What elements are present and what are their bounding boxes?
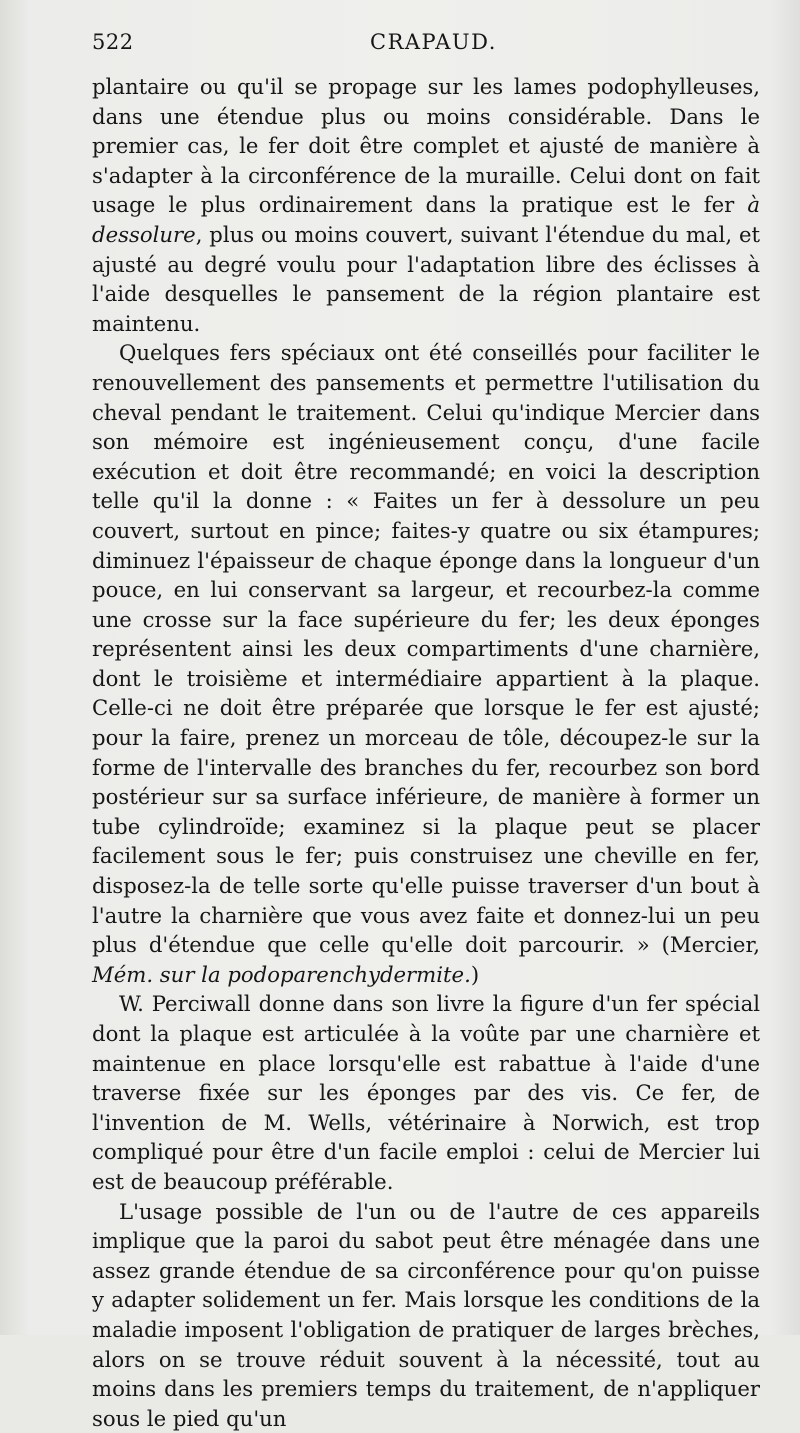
- paragraph-1-italic: à dessolure: [92, 192, 760, 247]
- paragraph-1-end: , plus ou moins couvert, suivant l'étendue du mal, et ajusté au degré voulu pour l'adaptation libre des éclisses à l'aide desquelles le pansement de la région plantaire est maintenu.: [92, 221, 760, 336]
- paragraph-2: [92, 338, 760, 989]
- paragraph-2-text: Quelques fers spéciaux ont été conseillés pour faciliter le renouvellement des pansements et permettre l'utilisation du cheval pendant le traitement. Celui qu'indique Mercier dans son mémoire est ingénieusement conçu, d'une facile exécution et doit être recommandé; en voici la description telle qu'il la donne : « Faites un fer à dessolure un peu couvert, surtout en pince; faites-y quatre ou six étampures; diminuez l'épaisseur de chaque éponge dans la longueur d'un pouce, en lui conservant sa largeur, et recourbez-la comme une crosse sur la face supérieure du fer; les deux éponges représentent ainsi les deux compartiments d'une charnière, dont le troisième et intermédiaire appartient à la plaque. Celle-ci ne doit être préparée que lorsque le fer est ajusté; pour la faire, prenez un morceau de tôle, découpez-le sur la forme de l'intervalle des branches du fer, recourbez son bord postérieur sur sa surface inférieure, de manière à former un tube cylindroïde; examinez si la plaque peut se placer facilement sous le fer; puis construisez une cheville en fer, disposez-la de telle sorte qu'elle puisse traverser d'un bout à l'autre la charnière que vous avez faite et donnez-lui un peu plus d'étendue que celle qu'elle doit parcourir. » (Mercier,: [92, 340, 760, 958]
- paragraph-2-italic: Mém. sur la podoparenchydermite.: [92, 961, 471, 987]
- paragraph-1: [92, 72, 760, 338]
- body-text: [92, 72, 760, 1433]
- paragraph-1-text: plantaire ou qu'il se propage sur les lames podophylleuses, dans une étendue plus ou moins considérable. Dans le premier cas, le fer doit être complet et ajusté de manière à s'adapter à la circonférence de la muraille. Celui dont on fait usage le plus ordinairement dans la pratique est le fer: [92, 74, 760, 218]
- page-number: 522: [92, 30, 134, 54]
- running-title: CRAPAUD.: [370, 30, 497, 54]
- paragraph-2-end: ): [470, 961, 480, 987]
- paragraph-3: W. Perciwall donne dans son livre la figure d'un fer spécial dont la plaque est articulée à la voûte par une charnière et maintenue en place lorsqu'elle est rabattue à l'aide d'une traverse fixée sur les éponges par des vis. Ce fer, de l'invention de M. Wells, vétérinaire à Norwich, est trop compliqué pour être d'un facile emploi : celui de Mercier lui est de beaucoup préférable.: [92, 991, 760, 1194]
- paragraph-4: L'usage possible de l'un ou de l'autre de ces appareils implique que la paroi du sabot peut être ménagée dans une assez grande étendue de sa circonférence pour qu'on puisse y adapter solidement un fer. Mais lorsque les conditions de la maladie imposent l'obligation de pratiquer de larges brèches, alors on se trouve réduit souvent à la nécessité, tout au moins dans les premiers temps du traitement, de n'appliquer sous le pied qu'un: [92, 1198, 760, 1431]
- page-header: [92, 30, 752, 60]
